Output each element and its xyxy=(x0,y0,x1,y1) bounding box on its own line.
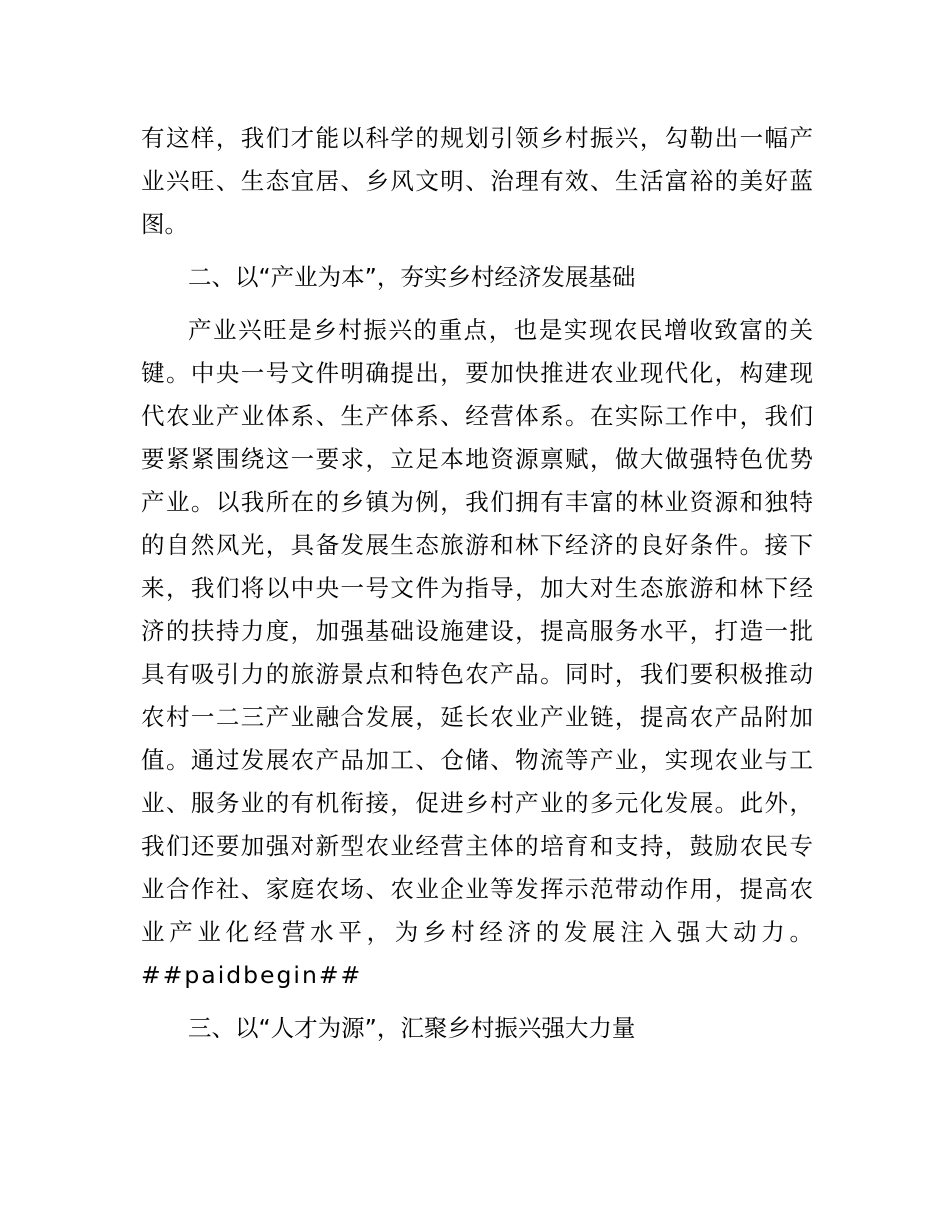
section-heading: 三、以“人才为源”，汇聚乡村振兴强大力量 xyxy=(188,1014,636,1042)
paragraph-line: 业、服务业的有机衔接，促进乡村产业的多元化发展。此外， xyxy=(141,789,813,817)
paragraph-line: 具有吸引力的旅游景点和特色农产品。同时，我们要积极推动 xyxy=(141,660,813,688)
paragraph-line: 业产业化经营水平，为乡村经济的发展注入强大动力。 xyxy=(141,918,813,946)
paragraph-line: 农村一二三产业融合发展，延长农业产业链，提高农产品附加 xyxy=(141,703,813,731)
paragraph-line: 业兴旺、生态宜居、乡风文明、治理有效、生活富裕的美好蓝 xyxy=(141,167,813,195)
paragraph-line: 产业。以我所在的乡镇为例，我们拥有丰富的林业资源和独特 xyxy=(141,488,813,516)
paragraph-line: 的自然风光，具备发展生态旅游和林下经济的良好条件。接下 xyxy=(141,531,813,559)
paragraph-line: 来，我们将以中央一号文件为指导，加大对生态旅游和林下经 xyxy=(141,574,813,602)
section-heading: 二、以“产业为本”，夯实乡村经济发展基础 xyxy=(188,263,636,291)
paragraph-line: 键。中央一号文件明确提出，要加快推进农业现代化，构建现 xyxy=(141,359,813,387)
paragraph-line: 我们还要加强对新型农业经营主体的培育和支持，鼓励农民专 xyxy=(141,832,813,860)
paragraph-line: 济的扶持力度，加强基础设施建设，提高服务水平，打造一批 xyxy=(141,617,813,645)
paragraph-line: 代农业产业体系、生产体系、经营体系。在实际工作中，我们 xyxy=(141,402,813,430)
paragraph-line: 值。通过发展农产品加工、仓储、物流等产业，实现农业与工 xyxy=(141,746,813,774)
paid-marker: ##paidbegin## xyxy=(141,961,363,989)
paragraph-line: 图。 xyxy=(141,210,188,238)
paragraph-line: 有这样，我们才能以科学的规划引领乡村振兴，勾勒出一幅产 xyxy=(141,124,813,152)
paragraph-line: 产业兴旺是乡村振兴的重点，也是实现农民增收致富的关 xyxy=(188,316,813,344)
paragraph-line: 业合作社、家庭农场、农业企业等发挥示范带动作用，提高农 xyxy=(141,875,813,903)
paragraph-line: 要紧紧围绕这一要求，立足本地资源禀赋，做大做强特色优势 xyxy=(141,445,813,473)
